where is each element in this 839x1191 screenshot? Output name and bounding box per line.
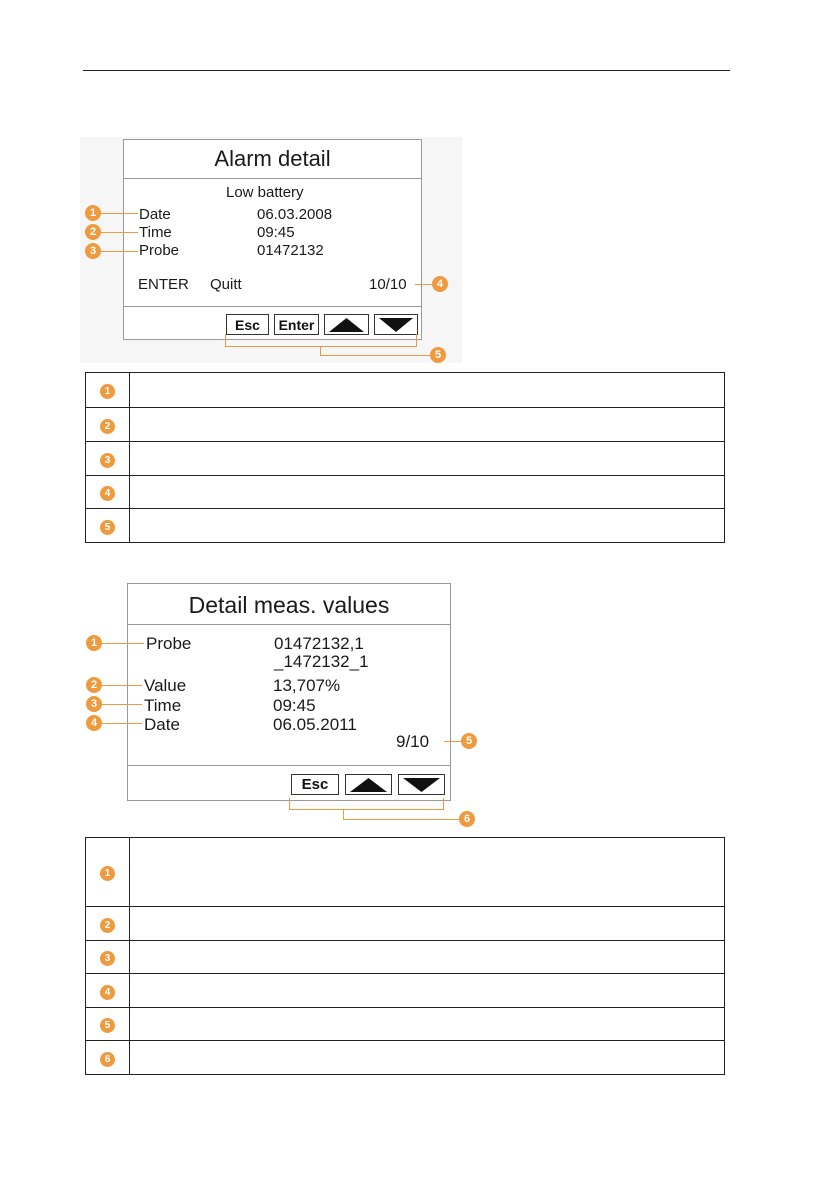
callout-1-leader xyxy=(102,643,144,644)
legend-text xyxy=(130,408,725,442)
measure-screen-title: Detail meas. values xyxy=(188,592,390,618)
legend-text xyxy=(130,476,725,509)
measure-counter: 9/10 xyxy=(396,732,430,751)
measure-detail-screen xyxy=(127,583,451,801)
scroll-up-button[interactable] xyxy=(324,314,369,335)
legend-row xyxy=(86,442,725,476)
legend-row xyxy=(86,974,725,1008)
header-rule xyxy=(83,70,730,71)
callout-2: 2 xyxy=(85,224,101,240)
legend-callout-2: 2 xyxy=(100,918,115,933)
measure-legend-table xyxy=(85,837,725,1075)
legend-callout-1: 1 xyxy=(100,384,115,399)
legend-row xyxy=(86,408,725,442)
callout-6-leader xyxy=(343,819,460,820)
legend-text xyxy=(130,442,725,476)
legend-row xyxy=(86,1008,725,1041)
callout-2: 2 xyxy=(86,677,102,693)
alarm-quitt-label: Quitt xyxy=(210,276,242,293)
legend-callout-3: 3 xyxy=(100,453,115,468)
legend-callout-5: 5 xyxy=(100,520,115,535)
alarm-button-divider xyxy=(124,306,421,307)
callout-4-leader xyxy=(415,284,433,285)
callout-3-leader xyxy=(101,251,138,252)
callout-5-bracket xyxy=(225,334,417,347)
legend-text xyxy=(130,1041,725,1075)
callout-4-leader xyxy=(102,723,142,724)
legend-callout-6: 6 xyxy=(100,1052,115,1067)
callout-3-leader xyxy=(102,704,142,705)
legend-row xyxy=(86,1041,725,1075)
scroll-down-button[interactable] xyxy=(398,774,445,795)
measure-date-value: 06.05.2011 xyxy=(273,715,357,734)
measure-value-value: 13,707% xyxy=(273,676,341,695)
legend-callout-4: 4 xyxy=(100,985,115,1000)
callout-3: 3 xyxy=(85,243,101,259)
alarm-date-label: Date xyxy=(139,206,171,223)
callout-6-bracket xyxy=(289,798,444,810)
up-arrow-icon xyxy=(346,775,391,794)
callout-6-stem xyxy=(343,810,344,819)
alarm-probe-value: 01472132 xyxy=(257,242,324,259)
callout-5-leader xyxy=(320,355,430,356)
up-arrow-icon xyxy=(325,315,368,334)
legend-callout-5: 5 xyxy=(100,1018,115,1033)
esc-button[interactable]: Esc xyxy=(226,314,269,335)
down-arrow-icon xyxy=(375,315,417,334)
alarm-legend-table xyxy=(85,372,725,543)
legend-row xyxy=(86,941,725,974)
alarm-detail-screen xyxy=(123,139,422,340)
scroll-up-button[interactable] xyxy=(345,774,392,795)
callout-2-leader xyxy=(101,232,138,233)
measure-button-divider xyxy=(128,765,450,766)
callout-5: 5 xyxy=(461,733,477,749)
measure-probe-label: Probe xyxy=(146,634,192,653)
callout-5-stem xyxy=(320,347,321,355)
enter-button[interactable]: Enter xyxy=(274,314,319,335)
callout-3: 3 xyxy=(86,696,102,712)
legend-row xyxy=(86,476,725,509)
legend-text xyxy=(130,974,725,1008)
callout-2-leader xyxy=(102,685,142,686)
alarm-screen-title: Alarm detail xyxy=(214,146,331,171)
measure-time-value: 09:45 xyxy=(273,696,316,715)
legend-row xyxy=(86,509,725,543)
legend-callout-1: 1 xyxy=(100,866,115,881)
alarm-time-label: Time xyxy=(139,224,172,241)
legend-callout-4: 4 xyxy=(100,486,115,501)
measure-value-label: Value xyxy=(144,676,187,695)
legend-text xyxy=(130,838,725,907)
legend-text xyxy=(130,907,725,941)
legend-callout-2: 2 xyxy=(100,419,115,434)
legend-row xyxy=(86,838,725,907)
alarm-probe-label: Probe xyxy=(139,242,180,259)
alarm-enter-label: ENTER xyxy=(138,276,189,293)
esc-button[interactable]: Esc xyxy=(291,774,339,795)
legend-row xyxy=(86,907,725,941)
alarm-message: Low battery xyxy=(226,184,304,201)
callout-1: 1 xyxy=(86,635,102,651)
callout-1-leader xyxy=(101,213,138,214)
measure-probe-value-2: _1472132_1 xyxy=(274,652,369,671)
measure-probe-value-1: 01472132,1 xyxy=(274,634,364,653)
alarm-counter: 10/10 xyxy=(369,276,407,293)
measure-time-label: Time xyxy=(144,696,182,715)
scroll-down-button[interactable] xyxy=(374,314,418,335)
down-arrow-icon xyxy=(399,775,444,794)
legend-row xyxy=(86,373,725,408)
legend-text xyxy=(130,941,725,974)
legend-callout-3: 3 xyxy=(100,951,115,966)
callout-1: 1 xyxy=(85,205,101,221)
measure-date-label: Date xyxy=(144,715,180,734)
measure-title-divider xyxy=(128,624,450,625)
callout-5: 5 xyxy=(430,347,446,363)
legend-text xyxy=(130,1008,725,1041)
alarm-time-value: 09:45 xyxy=(257,224,295,241)
callout-6: 6 xyxy=(459,811,475,827)
alarm-date-value: 06.03.2008 xyxy=(257,206,333,223)
legend-text xyxy=(130,373,725,408)
callout-4: 4 xyxy=(432,276,448,292)
callout-5-leader xyxy=(444,741,462,742)
callout-4: 4 xyxy=(86,715,102,731)
legend-text xyxy=(130,509,725,543)
alarm-title-divider xyxy=(124,178,421,179)
